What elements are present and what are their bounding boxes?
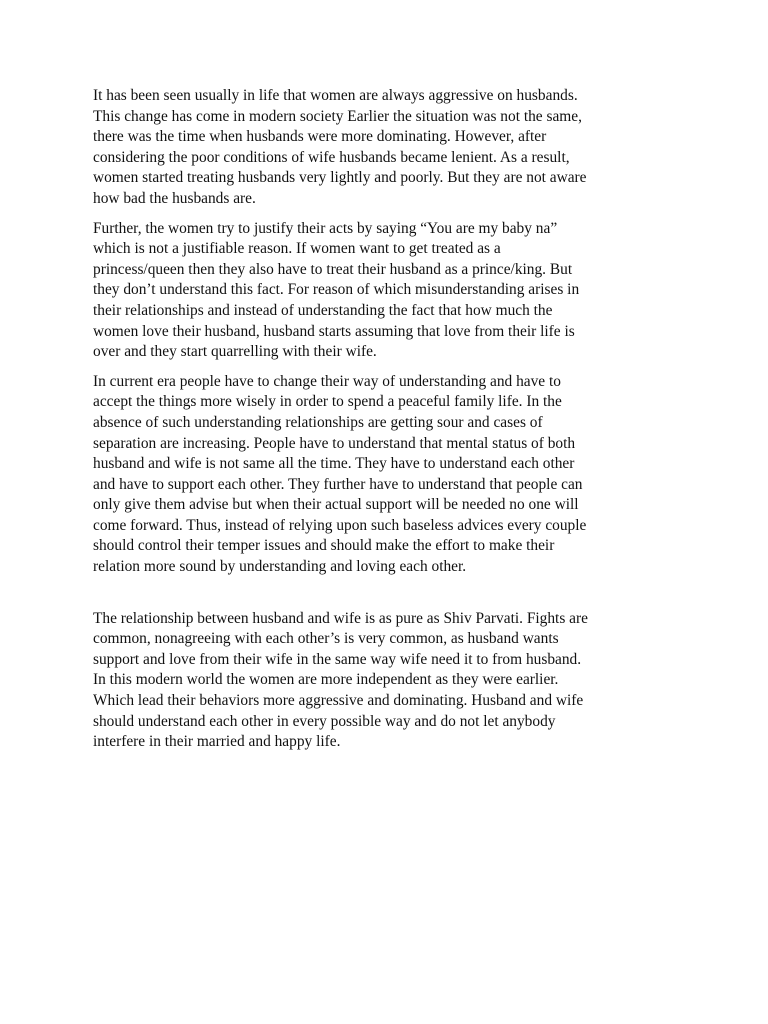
text-line: relation more sound by understanding and loving each other. [93,558,467,576]
text-line: accept the things more wisely in order to spend a peaceful family life. In the [93,393,562,411]
text-line: In current era people have to change their way of understanding and have to [93,372,561,390]
text-line: It has been seen usually in life that women are always aggressive on husbands. [93,87,578,104]
text-line: only give them advise but when their actual support will be needed no one will [93,496,579,514]
paragraph-2 [93,219,683,363]
text-line: their relationships and instead of understanding the fact that how much the [93,301,553,319]
text-line: over and they start quarrelling with their wife. [93,343,377,361]
paragraph-1 [93,86,683,210]
paragraph-4 [93,609,683,753]
text-line: absence of such understanding relationships are getting sour and cases of [93,413,543,431]
text-line: In this modern world the women are more independent as they were earlier. [93,671,559,689]
text-line: considering the poor conditions of wife husbands became lenient. As a result, [93,148,570,166]
text-line: there was the time when husbands were more dominating. However, after [93,128,547,146]
text-line: This change has come in modern society Earlier the situation was not the same, [93,107,582,125]
text-line: come forward. Thus, instead of relying upon such baseless advices every couple [93,516,587,534]
document-body [93,86,683,753]
text-line: princess/queen then they also have to treat their husband as a prince/king. But [93,260,573,278]
text-line: Which lead their behaviors more aggressive and dominating. Husband and wife [93,692,584,710]
text-line: they don’t understand this fact. For reason of which misunderstanding arises in [93,281,580,299]
paragraph-3 [93,372,683,578]
text-line: husband and wife is not same all the time. They have to understand each other [93,455,575,473]
text-line: women started treating husbands very lightly and poorly. But they are not aware [93,169,587,187]
text-line: and have to support each other. They further have to understand that people can [93,475,583,493]
text-line: common, nonagreeing with each other’s is very common, as husband wants [93,630,559,648]
text-line: interfere in their married and happy life. [93,733,341,751]
text-line: which is not a justifiable reason. If women want to get treated as a [93,240,501,258]
text-line: The relationship between husband and wife is as pure as Shiv Parvati. Fights are [93,609,588,627]
text-line: should control their temper issues and should make the effort to make their [93,537,555,555]
text-line: Further, the women try to justify their acts by saying “You are my baby na” [93,219,558,237]
text-line: should understand each other in every possible way and do not let anybody [93,712,556,730]
text-line: women love their husband, husband starts assuming that love from their life is [93,322,575,340]
text-line: how bad the husbands are. [93,189,256,207]
text-line: separation are increasing. People have to understand that mental status of both [93,434,576,452]
text-line: support and love from their wife in the same way wife need it to from husband. [93,650,582,668]
